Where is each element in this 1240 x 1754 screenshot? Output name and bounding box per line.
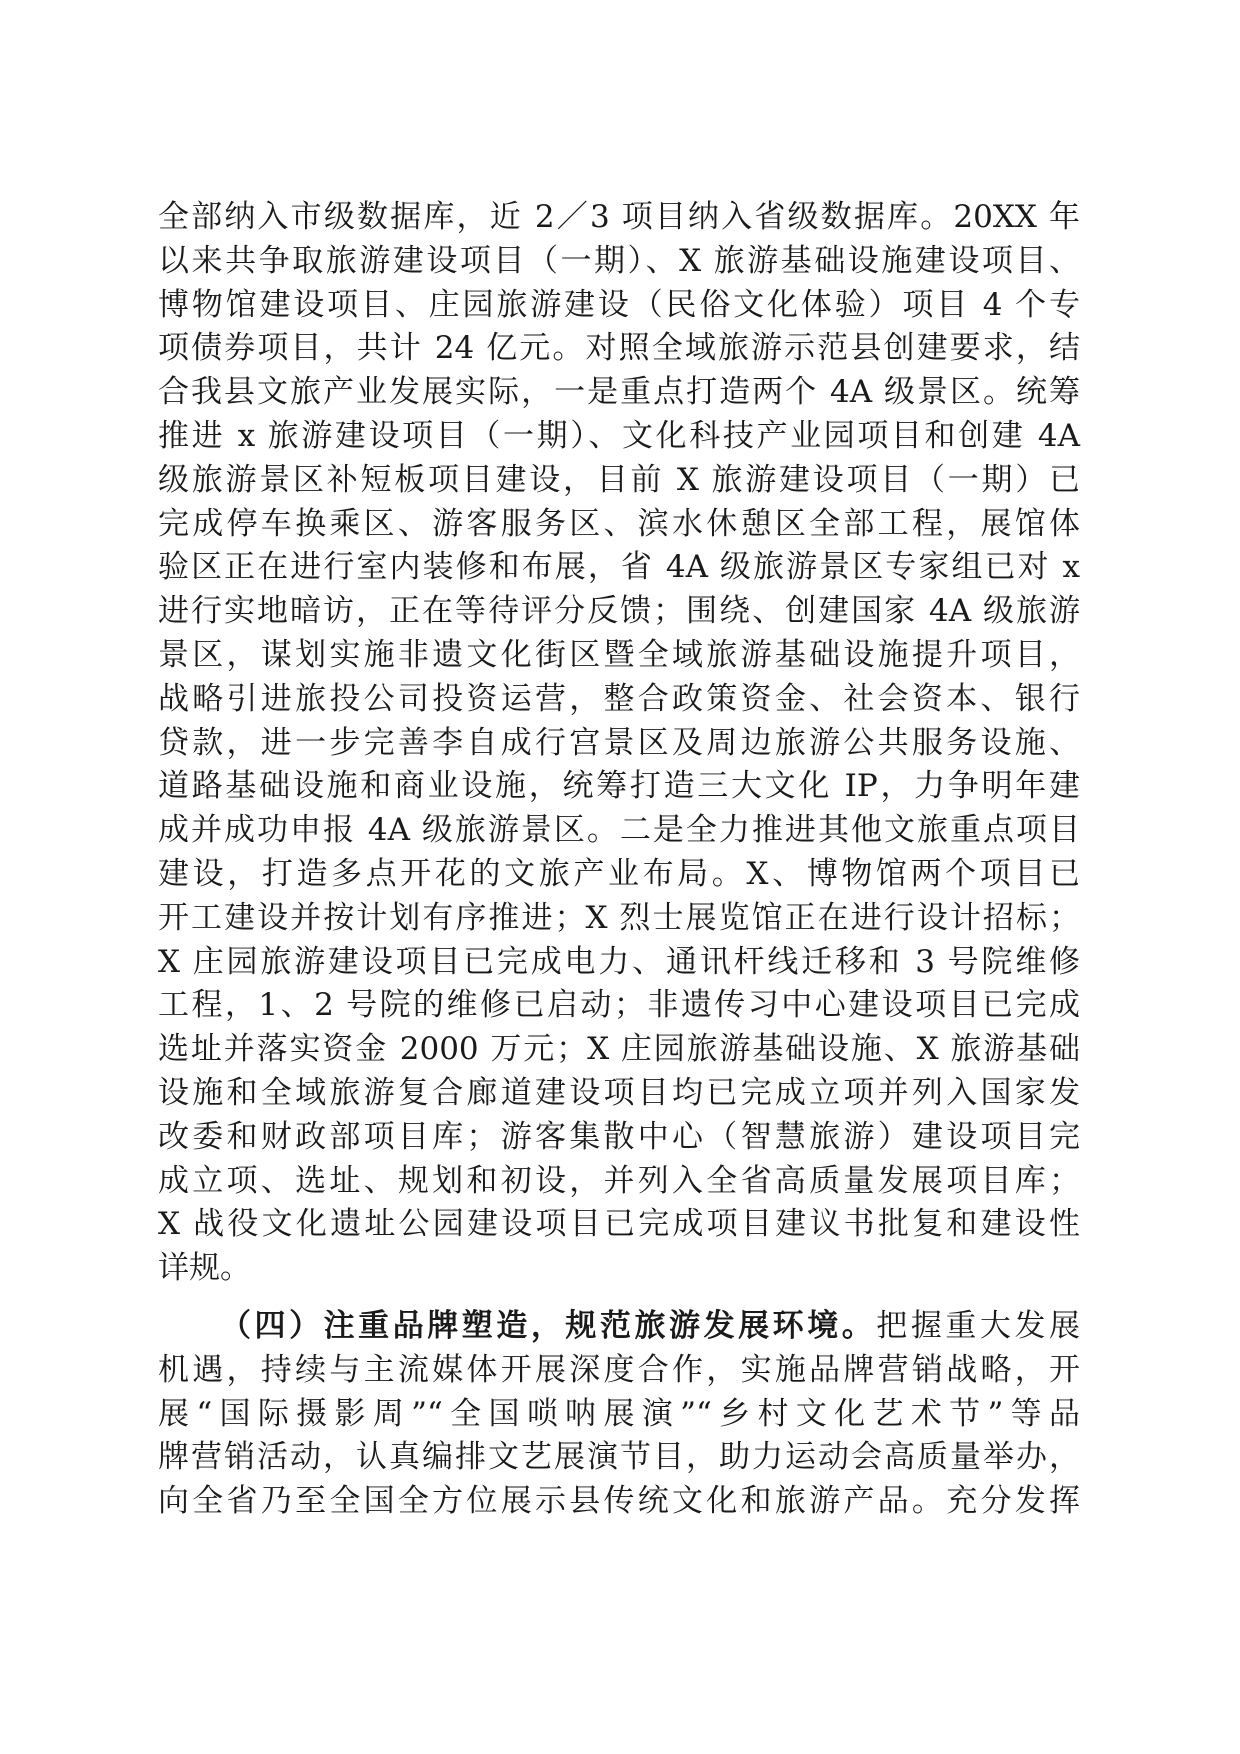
- text-line: [158, 1305, 1080, 1349]
- paragraph-brand: [158, 1305, 1080, 1524]
- text-line: 设施和全域旅游复合廊道建设项目均已完成立项并列入国家发: [158, 1074, 1080, 1111]
- section-heading: （四）注重品牌塑造，规范旅游发展环境。: [220, 1307, 877, 1344]
- text-line: 贷款，进一步完善李自成行宫景区及周边旅游公共服务设施、: [158, 724, 1080, 761]
- text-line: X 战役文化遗址公园建设项目已完成项目建议书批复和建设性: [158, 1206, 1080, 1243]
- text-line: 进行实地暗访，正在等待评分反馈；围绕、创建国家 4A 级旅游: [158, 593, 1080, 630]
- text-line: 完成停车换乘区、游客服务区、滨水休憩区全部工程，展馆体: [158, 505, 1080, 542]
- text-line: 景区，谋划实施非遗文化街区暨全域旅游基础设施提升项目，: [158, 636, 1080, 673]
- text-line: 机遇，持续与主流媒体开展深度合作，实施品牌营销战略，开: [158, 1351, 1080, 1388]
- text-line: 级旅游景区补短板项目建设，目前 X 旅游建设项目（一期）已: [158, 461, 1080, 498]
- heading-line-rest: 把握重大发展: [876, 1307, 1081, 1344]
- text-line: 选址并落实资金 2000 万元；X 庄园旅游基础设施、X 旅游基础: [158, 1031, 1080, 1068]
- text-line: 开工建设并按计划有序推进；X 烈士展览馆正在进行设计招标；: [158, 899, 1080, 936]
- paragraph-projects: [158, 196, 1080, 1291]
- text-line: 牌营销活动，认真编排文艺展演节目，助力运动会高质量举办，: [158, 1439, 1080, 1476]
- text-line: 验区正在进行室内装修和布展，省 4A 级旅游景区专家组已对 x: [158, 549, 1080, 586]
- text-line: 以来共争取旅游建设项目（一期）、X 旅游基础设施建设项目、: [158, 242, 1080, 279]
- text-line: 全部纳入市级数据库，近 2／3 项目纳入省级数据库。20XX 年: [158, 199, 1080, 235]
- text-line: 工程，1、2 号院的维修已启动；非遗传习中心建设项目已完成: [158, 987, 1080, 1024]
- text-line: 改委和财政部项目库；游客集散中心（智慧旅游）建设项目完: [158, 1118, 1080, 1155]
- text-line: 道路基础设施和商业设施，统筹打造三大文化 IP，力争明年建: [158, 768, 1080, 805]
- text-line: 详规。: [158, 1250, 251, 1287]
- text-line: 推进 x 旅游建设项目（一期）、文化科技产业园项目和创建 4A: [158, 417, 1080, 454]
- text-line: 战略引进旅投公司投资运营，整合政策资金、社会资本、银行: [158, 680, 1080, 717]
- text-line: 成并成功申报 4A 级旅游景区。二是全力推进其他文旅重点项目: [158, 812, 1080, 849]
- text-line: 向全省乃至全国全方位展示县传统文化和旅游产品。充分发挥: [158, 1483, 1080, 1520]
- text-line: 建设，打造多点开花的文旅产业布局。X、博物馆两个项目已: [158, 855, 1080, 892]
- text-line: X 庄园旅游建设项目已完成电力、通讯杆线迁移和 3 号院维修: [158, 943, 1080, 980]
- text-line: 项债券项目，共计 24 亿元。对照全域旅游示范县创建要求，结: [158, 330, 1080, 367]
- text-line: 博物馆建设项目、庄园旅游建设（民俗文化体验）项目 4 个专: [158, 286, 1080, 323]
- text-line: 展“国际摄影周”“全国唢呐展演”“乡村文化艺术节”等品: [158, 1395, 1080, 1432]
- text-line: 成立项、选址、规划和初设，并列入全省高质量发展项目库；: [158, 1162, 1080, 1199]
- text-line: 合我县文旅产业发展实际，一是重点打造两个 4A 级景区。统筹: [158, 374, 1080, 411]
- paragraph-spacer: [158, 1291, 1080, 1305]
- body-text: [158, 196, 1080, 1524]
